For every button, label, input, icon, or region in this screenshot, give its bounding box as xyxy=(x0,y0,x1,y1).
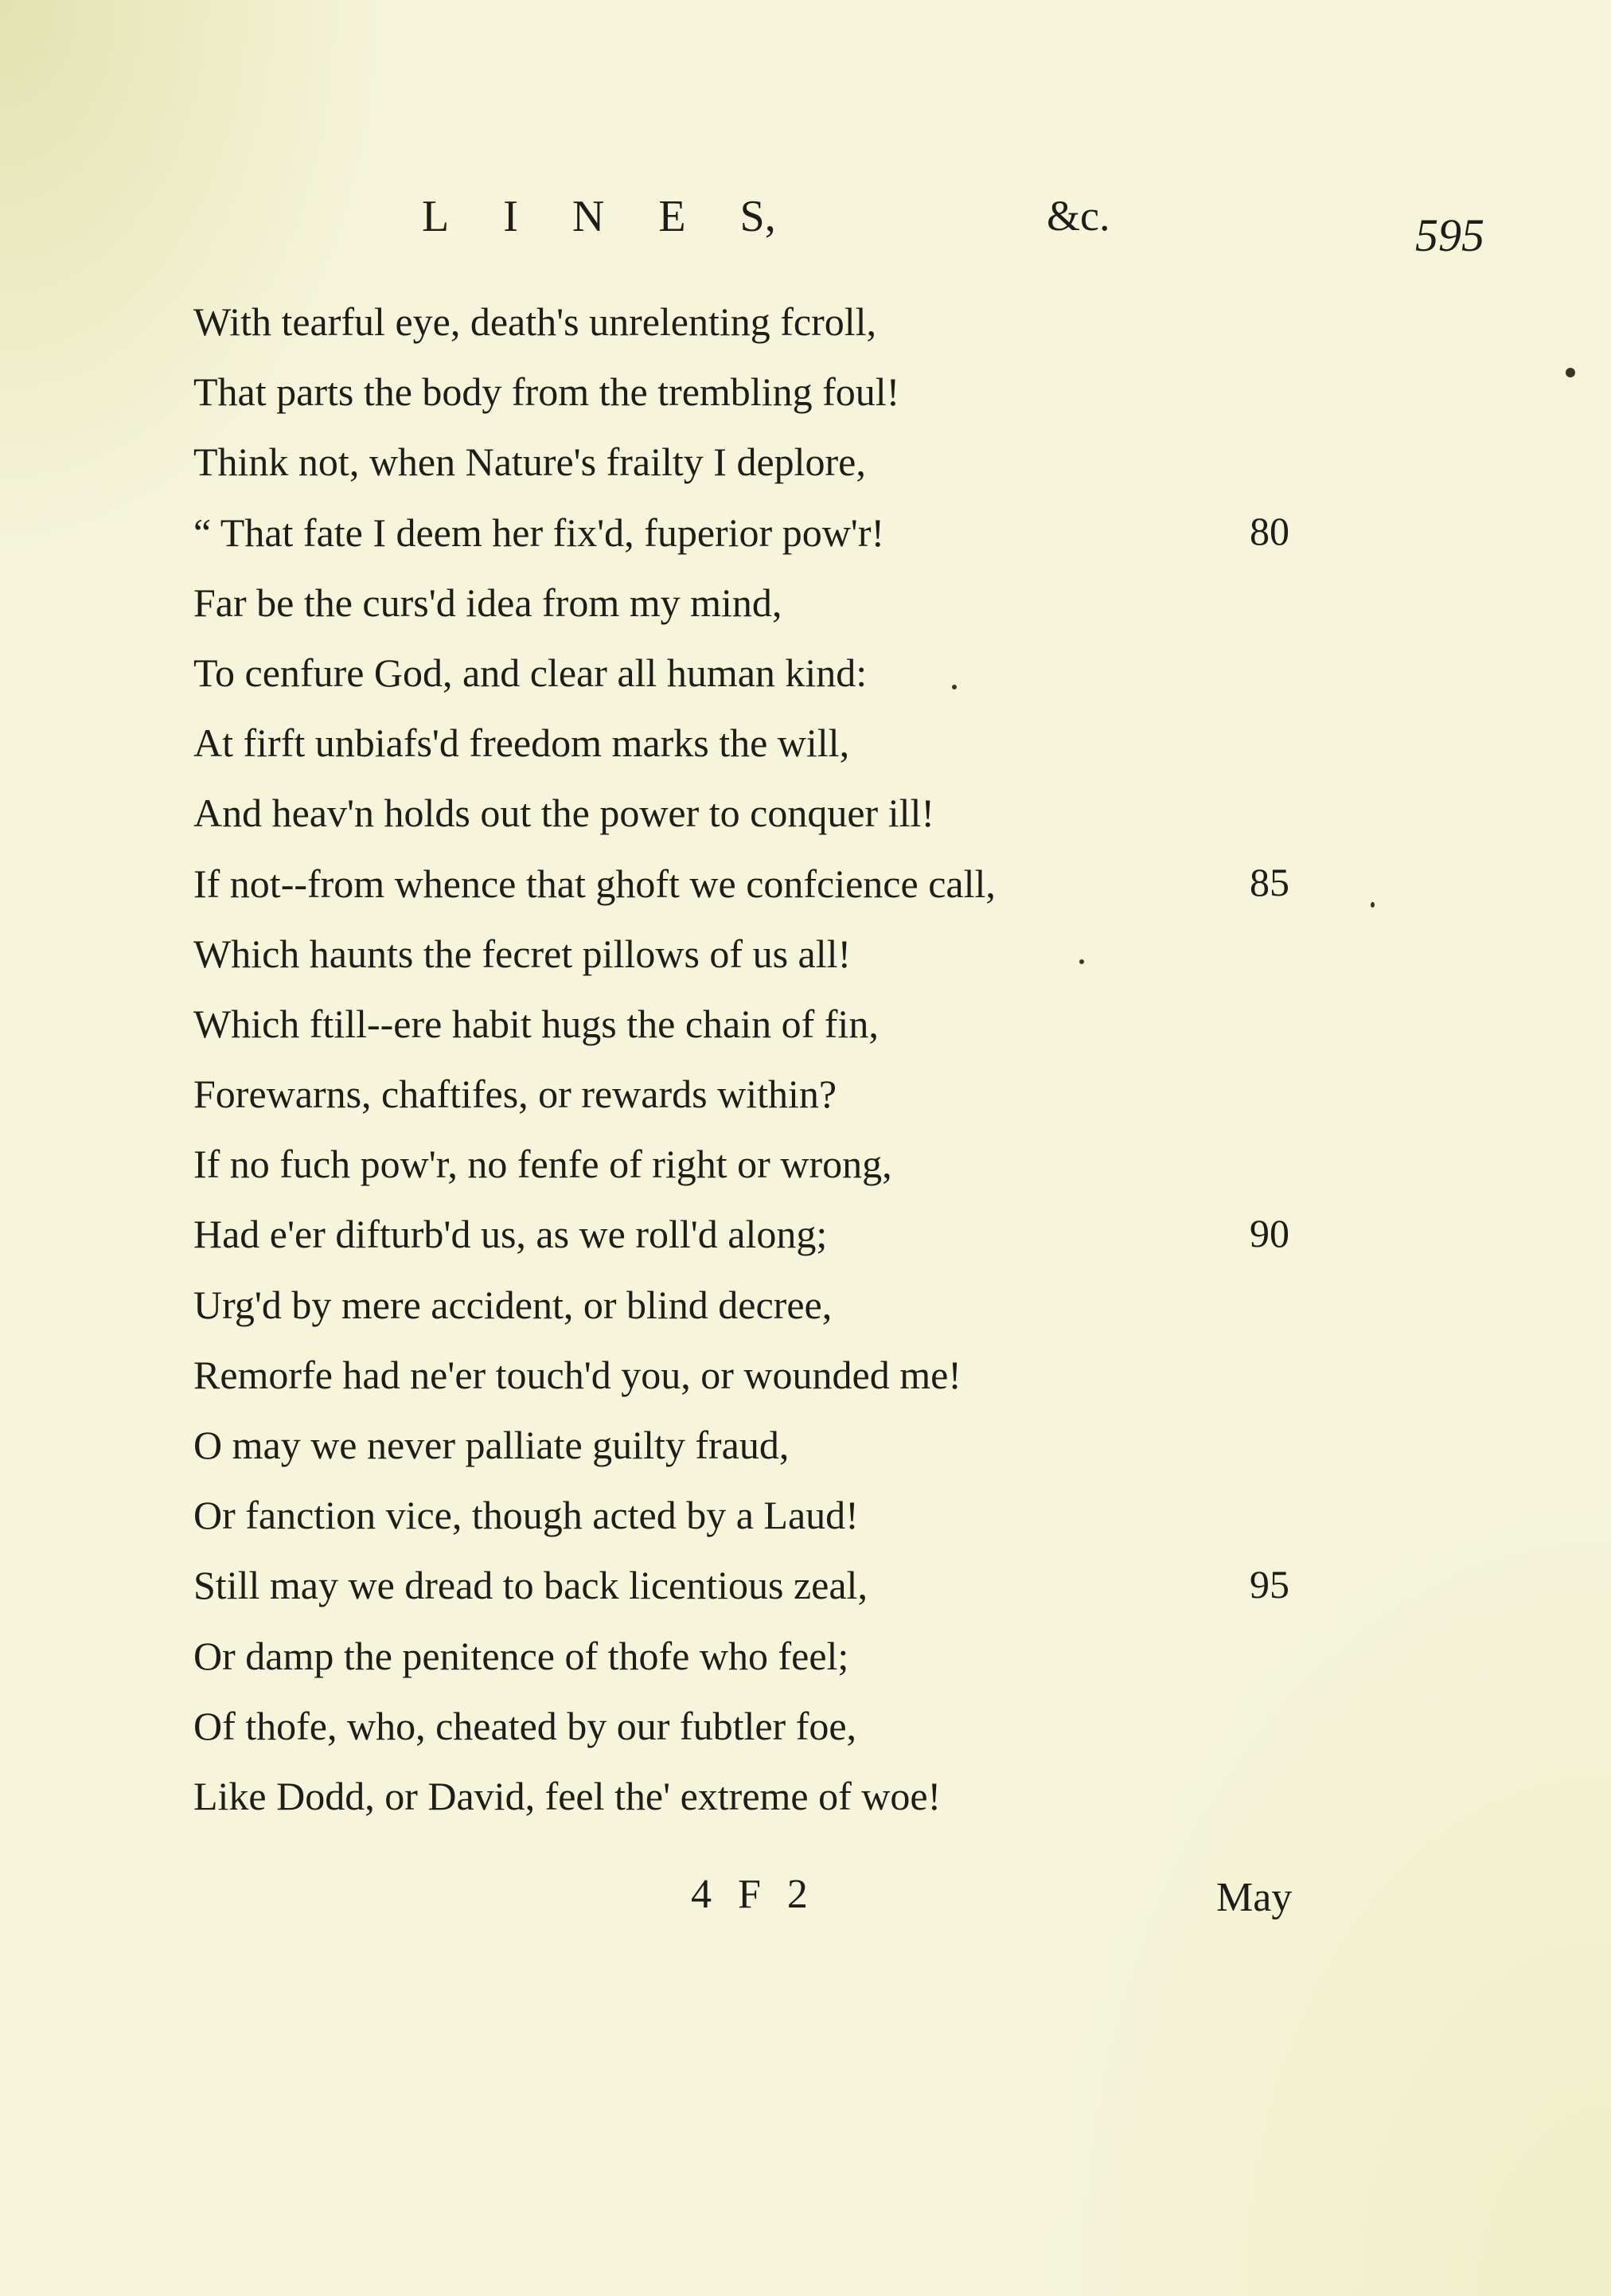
verse-line: Which ftill--ere habit hugs the chain of fin, xyxy=(193,1001,879,1046)
line-number: 90 xyxy=(1250,1211,1289,1255)
verse-line: If no fuch pow'r, no fenfe of right or wrong, xyxy=(193,1142,892,1187)
verse-line: Remorfe had ne'er touch'd you, or wounded me! xyxy=(193,1352,962,1397)
verse-line: To cenfure God, and clear all human kind: xyxy=(193,650,868,695)
running-title-letter: S, xyxy=(739,192,776,241)
verse-line: Which haunts the fecret pillows of us all! xyxy=(193,931,852,976)
line-number: 95 xyxy=(1250,1562,1289,1607)
verse-line: Far be the curs'd idea from my mind, xyxy=(193,580,782,625)
running-title-letter: I xyxy=(503,192,518,241)
verse-line: And heav'n holds out the power to conquer ill! xyxy=(193,791,935,836)
verse-line: Had e'er difturb'd us, as we roll'd along; xyxy=(193,1212,828,1257)
line-number: 85 xyxy=(1250,860,1289,904)
running-title-etc: &c. xyxy=(1047,192,1110,240)
verse-line: Think not, when Nature's frailty I deplore, xyxy=(193,439,866,485)
verse-line: Of thofe, who, cheated by our fubtler foe, xyxy=(193,1703,857,1748)
verse-line: Like Dodd, or David, feel the' extreme of woe! xyxy=(193,1773,942,1818)
verse-line: With tearful eye, death's unrelenting fcroll, xyxy=(193,299,877,344)
running-head xyxy=(422,191,1218,255)
verse-line: At firft unbiafs'd freedom marks the will, xyxy=(193,720,850,766)
verse-line: That parts the body from the trembling foul! xyxy=(193,369,900,415)
ink-speck xyxy=(1371,902,1375,908)
page-number: 595 xyxy=(1415,209,1484,261)
ink-speck xyxy=(1079,959,1084,964)
verse-line: Still may we dread to back licentious zeal, xyxy=(193,1563,868,1608)
verse-line: Or damp the penitence of thofe who feel; xyxy=(193,1633,849,1678)
running-title xyxy=(422,191,830,242)
verse-line: Or fanction vice, though acted by a Laud! xyxy=(193,1493,859,1538)
verse-line: If not--from whence that ghoft we confcience call, xyxy=(193,861,996,906)
running-title-letter: E xyxy=(658,192,686,241)
signature-mark: 4 F 2 xyxy=(691,1872,816,1917)
catchword: May xyxy=(1216,1875,1293,1920)
verse-line: Forewarns, chaftifes, or rewards within? xyxy=(193,1072,837,1117)
line-number: 80 xyxy=(1250,509,1289,553)
ink-speck xyxy=(952,685,957,689)
verse-block xyxy=(193,287,1308,1831)
running-title-letter: L xyxy=(422,192,450,241)
verse-line: “ That fate I deem her fix'd, fuperior pow'r! xyxy=(193,510,885,555)
verse-line: Urg'd by mere accident, or blind decree, xyxy=(193,1282,833,1327)
ink-speck xyxy=(1566,368,1575,377)
running-title-letter: N xyxy=(571,192,605,241)
verse-line: O may we never palliate guilty fraud, xyxy=(193,1423,790,1467)
